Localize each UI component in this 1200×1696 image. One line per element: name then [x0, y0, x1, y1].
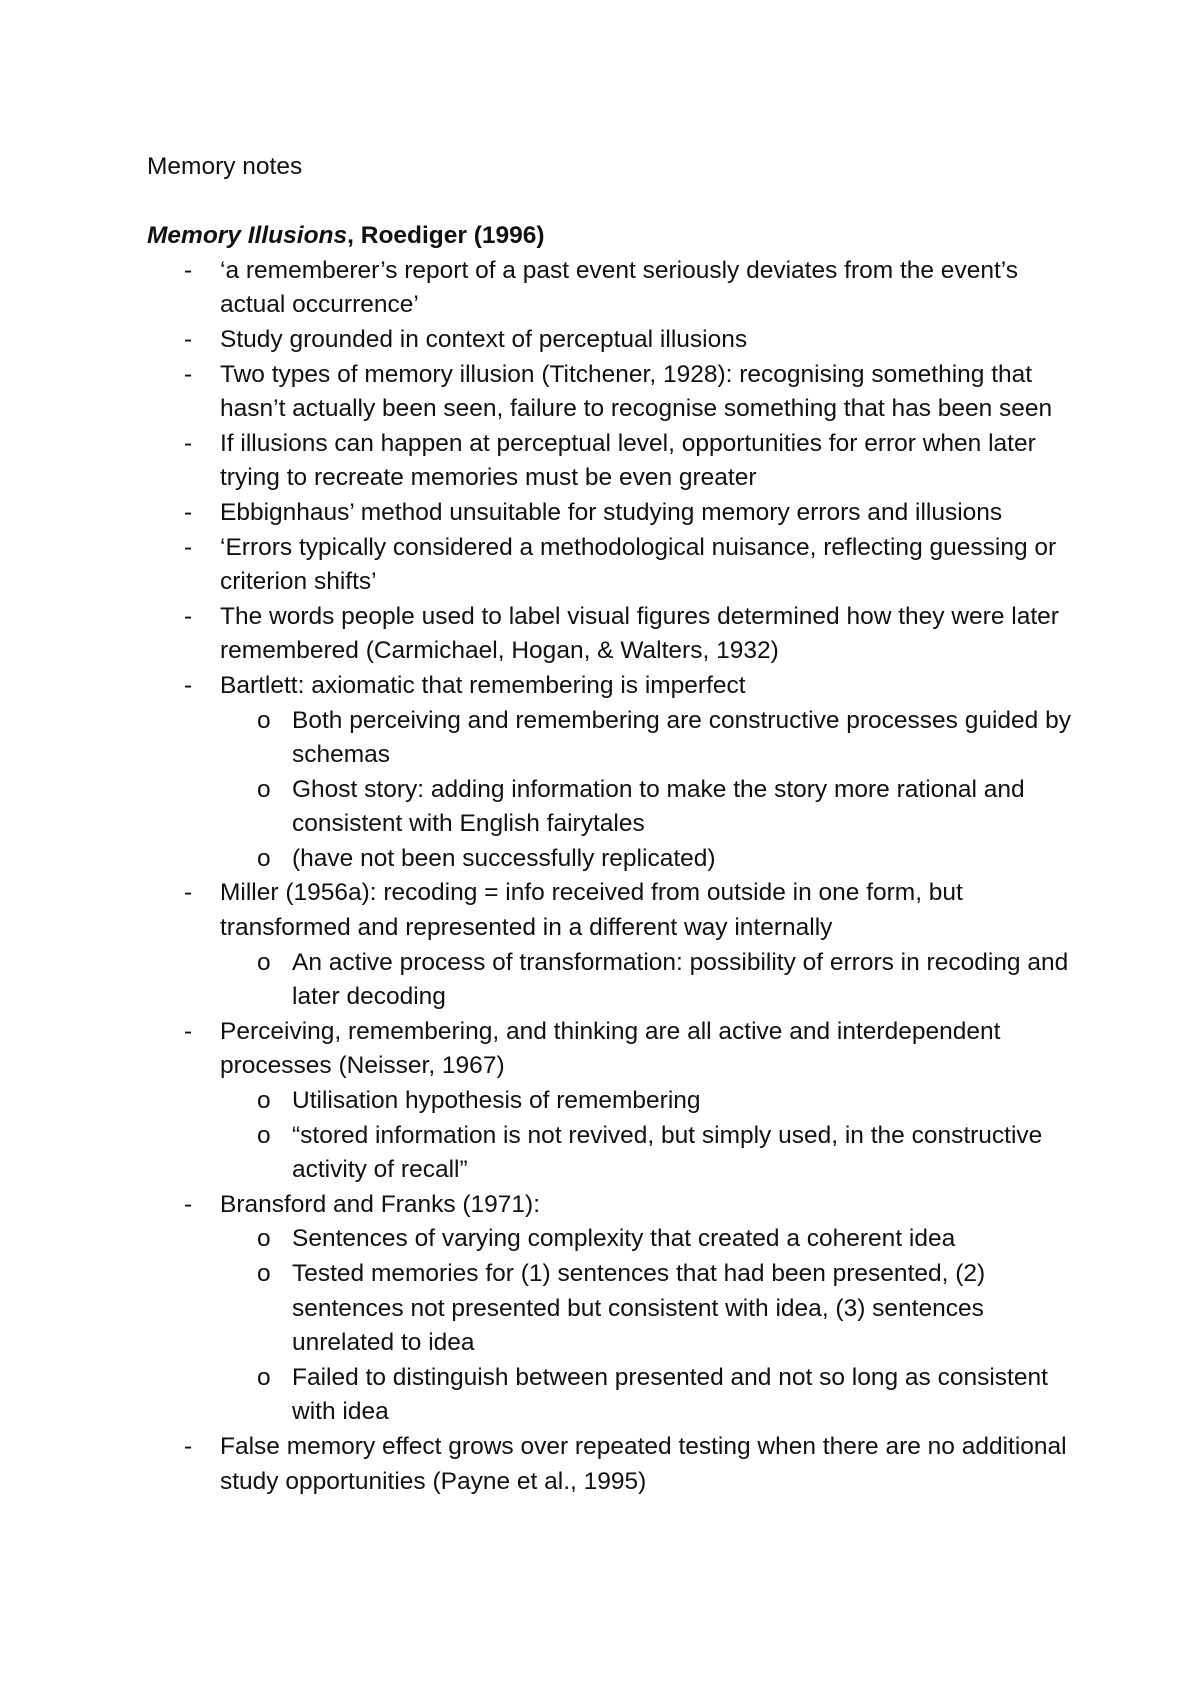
sub-list-item [220, 842, 1077, 877]
sub-list-item [220, 773, 1077, 842]
sub-list-item [220, 1119, 1077, 1188]
list-item-text: Perceiving, remembering, and thinking are all active and interdependent processes (Neisser, 1967) [220, 1017, 1001, 1080]
sub-bullet-list [220, 1222, 1077, 1430]
circle-bullet-marker: o [257, 1260, 271, 1287]
list-item [147, 427, 1077, 496]
sub-list-item [220, 946, 1077, 1015]
list-item-text: Two types of memory illusion (Titchener, 1928): recognising something that hasn’t actually been seen, failure to recognise something that has been seen [220, 360, 1053, 423]
dash-bullet-marker: - [184, 256, 193, 284]
list-item-text: ‘a rememberer’s report of a past event seriously deviates from the event’s actual occurrence’ [220, 256, 1018, 319]
circle-bullet-marker: o [257, 1087, 271, 1115]
dash-bullet-marker: - [184, 1432, 193, 1460]
dash-bullet-marker: - [184, 879, 193, 907]
list-item-text: ‘Errors typically considered a methodological nuisance, reflecting guessing or criterion shifts’ [220, 533, 1057, 596]
sub-list-item-text: Sentences of varying complexity that created a coherent idea [292, 1225, 956, 1253]
list-item [147, 531, 1077, 600]
sub-list-item [220, 1257, 1077, 1361]
dash-bullet-marker: - [184, 1017, 193, 1045]
list-item-text: False memory effect grows over repeated testing when there are no additional study opportunities (Payne et al., 1995) [220, 1432, 1067, 1495]
list-item [147, 358, 1077, 427]
sub-bullet-list [220, 704, 1077, 877]
list-item-text: If illusions can happen at perceptual level, opportunities for error when later trying to recreate memories must be even greater [220, 429, 1036, 492]
dash-bullet-marker: - [184, 360, 193, 388]
list-item [147, 669, 1077, 877]
list-item [147, 876, 1077, 1014]
section-heading [147, 219, 1077, 254]
sub-list-item [220, 1361, 1077, 1430]
list-item-text: Miller (1956a): recoding = info received from outside in one form, but transformed and represented in a different way internally [220, 879, 963, 942]
circle-bullet-marker: o [257, 1225, 271, 1253]
circle-bullet-marker: o [257, 948, 271, 976]
list-item [147, 1188, 1077, 1430]
sub-bullet-list [220, 946, 1077, 1015]
sub-list-item-text: Ghost story: adding information to make the story more rational and consistent with English fairytales [292, 775, 1025, 838]
dash-bullet-marker: - [184, 533, 193, 561]
list-item-text: Study grounded in context of perceptual illusions [220, 325, 748, 353]
list-item-text: Bartlett: axiomatic that remembering is imperfect [220, 671, 746, 699]
sub-bullet-list [220, 1084, 1077, 1188]
list-item-text: Bransford and Franks (1971): [220, 1190, 541, 1218]
circle-bullet-marker: o [257, 844, 271, 872]
dash-bullet-marker: - [184, 325, 193, 353]
list-item-text: Ebbignhaus’ method unsuitable for studying memory errors and illusions [220, 498, 1003, 526]
sub-list-item-text: “stored information is not revived, but simply used, in the constructive activity of recall” [292, 1121, 1043, 1184]
sub-list-item-text: Tested memories for (1) sentences that had been presented, (2) sentences not presented but consistent with idea, (3) sentences unrelated to idea [292, 1260, 986, 1357]
sub-list-item-text: Utilisation hypothesis of remembering [292, 1087, 701, 1115]
circle-bullet-marker: o [257, 1363, 271, 1391]
list-item-text: The words people used to label visual figures determined how they were later remembered (Carmichael, Hogan, & Walters, 1932) [220, 602, 1059, 665]
document-title: Memory notes [147, 153, 303, 180]
sub-list-item [220, 1222, 1077, 1257]
sub-list-item-text: Both perceiving and remembering are constructive processes guided by schemas [292, 706, 1071, 769]
sub-list-item-text: Failed to distinguish between presented and not so long as consistent with idea [292, 1363, 1048, 1426]
document-body [147, 150, 1077, 1499]
circle-bullet-marker: o [257, 775, 271, 803]
list-item [147, 600, 1077, 669]
dash-bullet-marker: - [184, 498, 193, 526]
list-item [147, 254, 1077, 323]
circle-bullet-marker: o [257, 706, 271, 734]
sub-list-item-text: An active process of transformation: possibility of errors in recoding and later decoding [292, 948, 1069, 1011]
sub-list-item [220, 704, 1077, 773]
circle-bullet-marker: o [257, 1121, 271, 1149]
bullet-list [147, 254, 1077, 1499]
dash-bullet-marker: - [184, 1190, 193, 1218]
dash-bullet-marker: - [184, 671, 193, 699]
list-item [147, 1015, 1077, 1188]
sub-list-item [220, 1084, 1077, 1119]
sub-list-item-text: (have not been successfully replicated) [292, 844, 716, 872]
dash-bullet-marker: - [184, 602, 193, 630]
list-item [147, 323, 1077, 358]
blank-line [147, 185, 1077, 220]
heading-rest: , Roediger (1996) [347, 222, 545, 250]
dash-bullet-marker: - [184, 429, 193, 457]
list-item [147, 1430, 1077, 1499]
heading-italic: Memory Illusions [147, 222, 348, 250]
list-item [147, 496, 1077, 531]
